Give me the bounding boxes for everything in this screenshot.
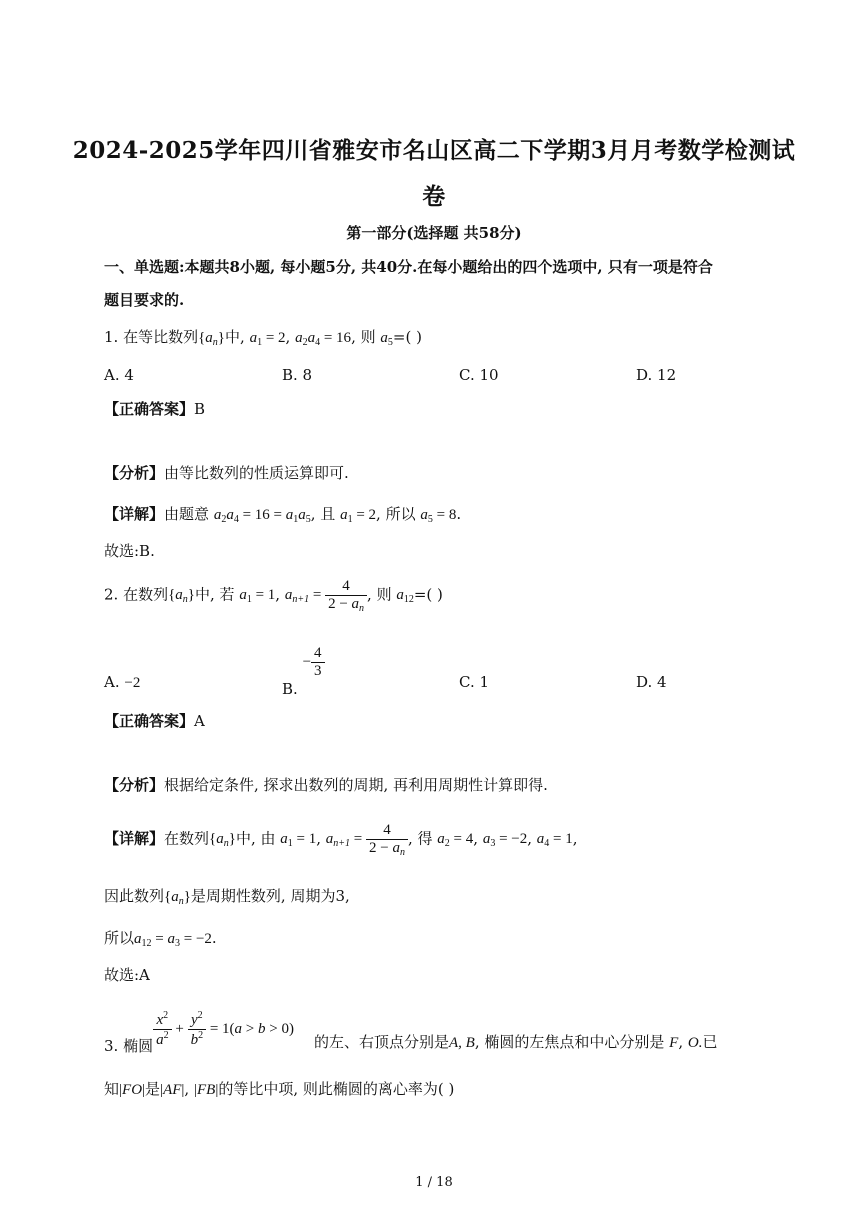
section-heading-line-1: 一、单选题:本题共8小题, 每小题5分, 共40分.在每小题给出的四个选项中, 只有一项是符合 [104, 258, 713, 276]
q2-answer: 【正确答案】A [104, 712, 205, 730]
q1-detail: 【详解】由题意 $a_2a_4 = 16 = a_1a_5$, 且 $a_1 = 2$, 所以 $a_5 = 8$. [104, 505, 462, 525]
q2-so: 所以$a_{12} = a_3 = -2$. [104, 929, 217, 949]
q1-paren: =( ) [392, 328, 422, 346]
q1-stem: 1. 在等比数列$\{a_n\}$中, $a_1 = 2$, $a_2a_4 = 16$, 则 $a_5=$( ) [104, 328, 422, 348]
q3-stem-line-2: 知|FO|是|AF|, |FB|的等比中项, 则此椭圆的离心率为( ) [104, 1080, 455, 1098]
page-number: 1 / 18 [415, 1175, 453, 1190]
part-heading: 第一部分(选择题 共58分) [346, 224, 522, 242]
q1-seq-symbol: $\{a_n\}$ [198, 330, 225, 348]
q2-option-a: A. −2 [104, 673, 141, 691]
q1-answer-value: B [194, 400, 206, 418]
q1-cond-1: $a_1 = 2$ [249, 330, 286, 348]
q2-recurrence: $a_{n+1}$ = $\frac{4}{2 - a_n}$ [285, 587, 367, 603]
q1-analysis: 【分析】由等比数列的性质运算即可. [104, 464, 349, 482]
q3-stem-line-1-tail: 的左、右顶点分别是A, B, 椭圆的左焦点和中心分别是 F, O.已 [314, 1033, 718, 1051]
q2-analysis: 【分析】根据给定条件, 探求出数列的周期, 再利用周期性计算即得. [104, 776, 548, 794]
q1-answer [104, 398, 205, 419]
doc-title-line-2: 卷 [422, 183, 446, 210]
q1-choose: 故选:B. [104, 542, 155, 560]
q2-option-c: C. 1 [459, 673, 490, 691]
q2-detail: 【详解】在数列$\{a_n\}$中, 由 $a_1 = 1$, $a_{n+1}$ = $\frac{4}{2 - a_n}$ , 得 $a_2 = 4$, $a_3 = -2$, $a_4 = 1$, [104, 822, 578, 858]
q3-ellipse-equation: $\frac{x^2}{a^2}$ + $\frac{y^2}{b^2}$ = 1(a > b > 0) [153, 1021, 294, 1037]
section-heading-line-2: 题目要求的. [104, 291, 185, 309]
q2-option-b: B. − $\frac{4}{3}$ [282, 645, 325, 680]
q2-option-d: D. 4 [636, 673, 667, 691]
q1-target: $a_5$ [380, 330, 393, 348]
q2-period: 因此数列$\{a_n\}$是周期性数列, 周期为3, [104, 887, 350, 907]
q1-cond-2: $a_2a_4 = 16$ [295, 330, 352, 348]
doc-title-line-1: 2024-2025学年四川省雅安市名山区高二下学期3月月考数学检测试 [72, 137, 796, 164]
q2-stem: 2. 在数列$\{a_n\}$中, 若 $a_1 = 1$, $a_{n+1}$ = $\frac{4}{2 - a_n}$ , 则 $a_{12}=$( ) [104, 578, 443, 614]
q1-option-b: B. 8 [282, 366, 313, 384]
q1-option-d: D. 12 [636, 366, 677, 384]
q3-stem-line-1: 3. 椭圆 $\frac{x^2}{a^2}$ + $\frac{y^2}{b^2}$ = 1(a > b > 0) [104, 1010, 294, 1055]
q1-answer-label: 【正确答案】 [104, 400, 195, 418]
q1-option-a: A. 4 [104, 366, 134, 384]
q2-choose: 故选:A [104, 966, 150, 984]
q1-option-c: C. 10 [459, 366, 499, 384]
q1-mid: 中, [225, 328, 245, 346]
q1-prefix: 1. 在等比数列 [104, 328, 199, 346]
